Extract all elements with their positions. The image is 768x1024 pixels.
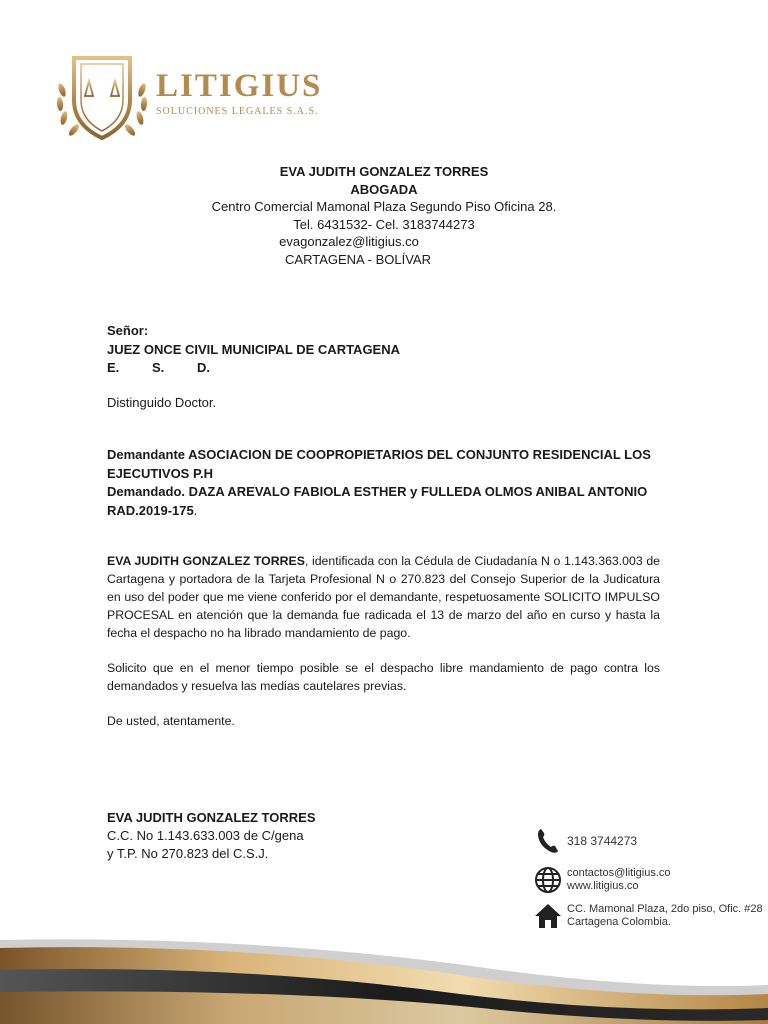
- greeting: Distinguido Doctor.: [107, 395, 217, 410]
- contact-phone: 318 3744273: [567, 833, 638, 848]
- addressee-block: [107, 322, 400, 378]
- defendant-line: Demandado. DAZA AREVALO FABIOLA ESTHER y FULLEDA OLMOS ANIBAL ANTONIO: [107, 484, 648, 499]
- case-number-suffix: .: [193, 502, 198, 518]
- signature-cc: C.C. No 1.143.633.003 de C/gena: [107, 828, 304, 843]
- footer-wave-decoration: [0, 930, 768, 1024]
- contact-web: www.litigius.co: [567, 880, 639, 892]
- body-paragraph-1: [107, 552, 660, 642]
- signature-name: EVA JUDITH GONZALEZ TORRES: [107, 810, 316, 825]
- logo-tagline: SOLUCIONES LEGALES S.A.S.: [156, 106, 319, 117]
- case-number: RAD.2019-175: [107, 502, 194, 518]
- lawyer-email: evagonzalez@litigius.co: [279, 234, 419, 249]
- body-paragraph-1-text: , identificada con la Cédula de Ciudadanía N o 1.143.363.003 de Cartagena y portadora de la Tarjeta Profesional N o 270.823 del Consejo Superior de la Judicatura en uso del poder que me viene conferido por el demandante, respetuosamente SOLICITO IMPULSO PROCESAL en atención que la demanda fue radicada el 13 de marzo del año en curso y hasta la fecha el despacho no ha librado mandamiento de pago.: [107, 554, 661, 640]
- contact-email: contactos@litigius.co: [567, 867, 671, 879]
- salutation: Señor:: [107, 323, 149, 338]
- lawyer-title: ABOGADA: [350, 181, 418, 197]
- home-icon: [533, 901, 563, 931]
- office-phones: Tel. 6431532- Cel. 3183744273: [293, 216, 475, 232]
- contact-address-line1: CC. Mamonal Plaza, 2do piso, Ofic. #28: [567, 903, 763, 915]
- esd-d: D.: [197, 360, 210, 375]
- body-lawyer-name: EVA JUDITH GONZALEZ TORRES: [107, 554, 305, 568]
- esd-s: S.: [152, 360, 165, 375]
- esd-e: E.: [107, 360, 120, 375]
- judge-name: JUEZ ONCE CIVIL MUNICIPAL DE CARTAGENA: [107, 341, 401, 357]
- office-address: Centro Comercial Mamonal Plaza Segundo Piso Oficina 28.: [211, 199, 557, 214]
- phone-icon: [533, 826, 563, 856]
- contact-address-line2: Cartagena Colombia.: [567, 916, 671, 928]
- office-city: CARTAGENA - BOLÍVAR: [285, 251, 431, 267]
- esd-line: [107, 359, 400, 378]
- globe-icon: [533, 865, 563, 895]
- letterhead: [0, 163, 768, 268]
- signature-tp: y T.P. No 270.823 del C.S.J.: [107, 846, 269, 861]
- body-paragraph-2: Solicito que en el menor tiempo posible se el despacho libre mandamiento de pago contra los demandados y resuelva las medias cautelares previas.: [107, 661, 660, 693]
- plaintiff-line: Demandante ASOCIACION DE COOPROPIETARIOS DEL CONJUNTO RESIDENCIAL LOS EJECUTIVOS P.H: [107, 447, 651, 481]
- signature-block: [107, 809, 316, 863]
- logo-name: LITIGIUS: [156, 68, 323, 104]
- case-parties: [107, 446, 667, 520]
- logo-wordmark: [156, 70, 322, 117]
- lawyer-name: EVA JUDITH GONZALEZ TORRES: [279, 164, 489, 179]
- closing: De usted, atentamente.: [107, 714, 235, 728]
